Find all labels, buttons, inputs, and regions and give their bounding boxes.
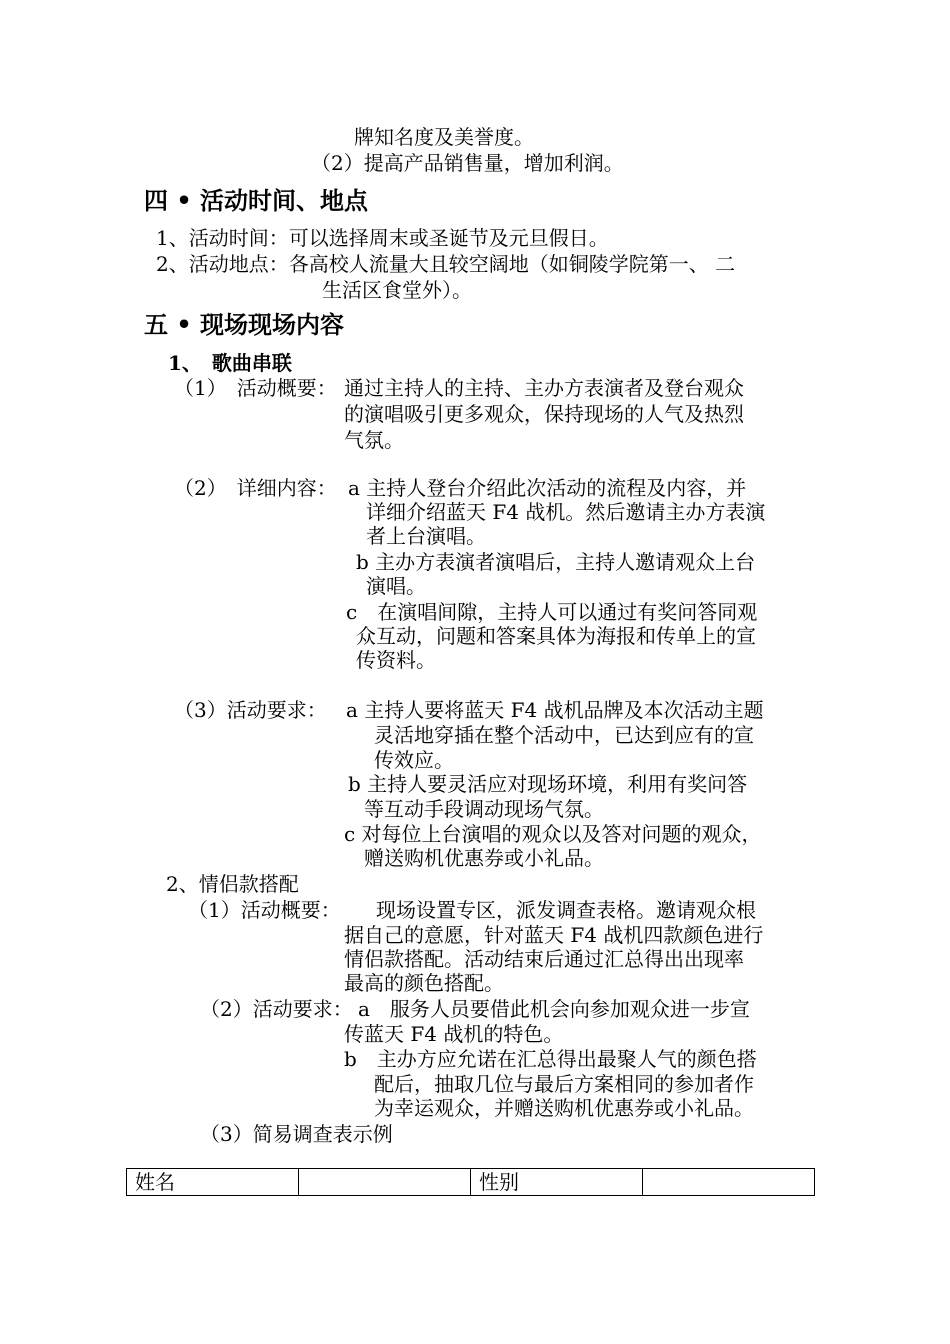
table-cell-gender-label: 性别 bbox=[471, 1169, 643, 1196]
item-1-req-b-line: b 主持人要灵活应对现场环境，利用有奖问答 bbox=[348, 772, 748, 796]
item-2-overview-line: 最高的颜色搭配。 bbox=[344, 971, 504, 995]
item-1-detail-a-line: 详细介绍蓝天 F4 战机。然后邀请主办方表演 bbox=[366, 500, 766, 524]
item-1-req-c-line: 赠送购机优惠券或小礼品。 bbox=[364, 846, 604, 870]
item-1-overview-line: 通过主持人的主持、主办方表演者及登台观众 bbox=[344, 376, 744, 400]
item-1-overview-label: （1） 活动概要： bbox=[174, 376, 337, 400]
item-1-req-c-line: c 对每位上台演唱的观众以及答对问题的观众， bbox=[344, 822, 762, 846]
table-row bbox=[127, 1169, 815, 1196]
item-1-detail-b-line: 演唱。 bbox=[366, 574, 426, 598]
item-2-overview-line: 现场设置专区，派发调查表格。邀请观众根 bbox=[376, 898, 756, 922]
activity-place-line-1: 2、活动地点：各高校人流量大且较空阔地（如铜陵学院第一、 二 bbox=[156, 252, 736, 276]
section-4-heading: 四 • 活动时间、地点 bbox=[144, 186, 369, 215]
item-1-title: 1、 歌曲串联 bbox=[168, 351, 292, 375]
item-2-overview-label: （1）活动概要： bbox=[188, 898, 341, 922]
section-5-heading: 五 • 现场现场内容 bbox=[144, 310, 345, 339]
item-1-requirement-label: （3）活动要求： bbox=[174, 698, 327, 722]
item-1-detail-a-line: a 主持人登台介绍此次活动的流程及内容，并 bbox=[348, 476, 747, 500]
item-1-req-a-line: 传效应。 bbox=[374, 748, 454, 772]
item-2-req-a-line: 传蓝天 F4 战机的特色。 bbox=[344, 1022, 564, 1046]
intro-line-1: 牌知名度及美誉度。 bbox=[354, 125, 534, 149]
item-2-requirement-label: （2）活动要求： bbox=[200, 997, 353, 1021]
item-1-req-a-line: 灵活地穿插在整个活动中，已达到应有的宣 bbox=[374, 723, 754, 747]
item-1-detail-label: （2） 详细内容： bbox=[174, 476, 337, 500]
item-1-req-b-line: 等互动手段调动现场气氛。 bbox=[364, 797, 604, 821]
item-2-overview-line: 情侣款搭配。活动结束后通过汇总得出出现率 bbox=[344, 947, 744, 971]
activity-place-line-2: 生活区食堂外）。 bbox=[322, 278, 472, 302]
item-2-req-b-line: b 主办方应允诺在汇总得出最聚人气的颜色搭 bbox=[344, 1047, 757, 1071]
item-1-detail-a-line: 者上台演唱。 bbox=[366, 524, 486, 548]
item-2-req-a-line: a 服务人员要借此机会向参加观众进一步宣 bbox=[358, 997, 750, 1021]
item-1-req-a-line: a 主持人要将蓝天 F4 战机品牌及本次活动主题 bbox=[346, 698, 764, 722]
table-cell-name-value[interactable] bbox=[299, 1169, 471, 1196]
table-cell-name-label: 姓名 bbox=[127, 1169, 299, 1196]
table-cell-gender-value[interactable] bbox=[643, 1169, 815, 1196]
item-1-overview-line: 的演唱吸引更多观众，保持现场的人气及热烈 bbox=[344, 402, 744, 426]
item-2-req-b-line: 配后，抽取几位与最后方案相同的参加者作 bbox=[374, 1072, 754, 1096]
item-2-overview-line: 据自己的意愿，针对蓝天 F4 战机四款颜色进行 bbox=[344, 923, 764, 947]
survey-example-label: （3）简易调查表示例 bbox=[200, 1122, 393, 1146]
item-2-title: 2、情侣款搭配 bbox=[166, 872, 299, 896]
item-1-detail-c-line: c 在演唱间隙，主持人可以通过有奖问答同观 bbox=[346, 600, 758, 624]
item-2-req-b-line: 为幸运观众，并赠送购机优惠券或小礼品。 bbox=[374, 1096, 754, 1120]
item-1-detail-c-line: 传资料。 bbox=[356, 648, 436, 672]
item-1-detail-c-line: 众互动，问题和答案具体为海报和传单上的宣 bbox=[356, 624, 756, 648]
activity-time-line: 1、活动时间：可以选择周末或圣诞节及元旦假日。 bbox=[156, 226, 609, 250]
survey-table bbox=[126, 1168, 815, 1196]
item-1-detail-b-line: b 主办方表演者演唱后，主持人邀请观众上台 bbox=[356, 550, 756, 574]
item-1-overview-line: 气氛。 bbox=[344, 428, 404, 452]
intro-line-2: （2）提高产品销售量，增加利润。 bbox=[311, 151, 624, 175]
